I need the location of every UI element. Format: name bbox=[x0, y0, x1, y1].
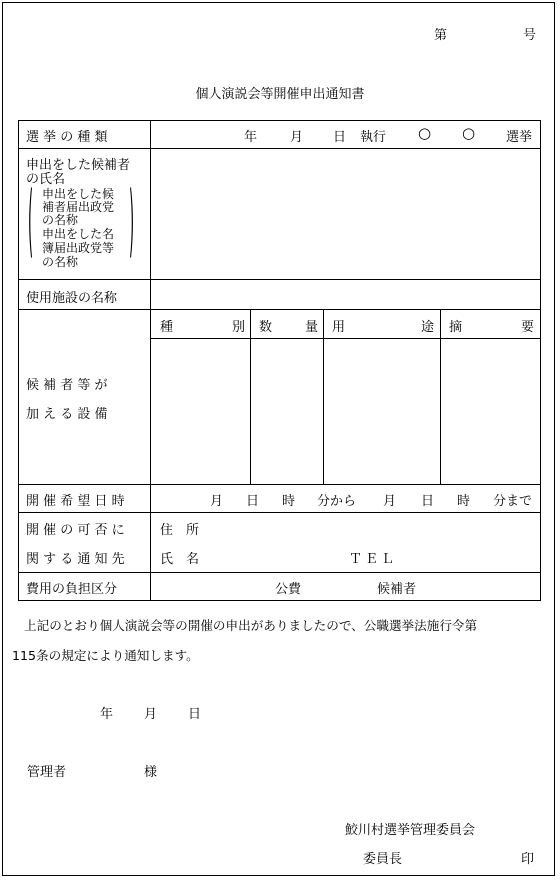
address-label: 住 所 bbox=[160, 523, 200, 538]
row5-hi-2: 日 bbox=[421, 494, 435, 509]
desired-date-label: 開 催 希 望 日 時 bbox=[26, 494, 125, 509]
party-label-3: の名称 bbox=[42, 213, 79, 227]
name-label: 氏 名 bbox=[160, 552, 200, 567]
body-text-line-1: 上記のとおり個人演説会等の開催の申出がありましたので、公職選挙法施行令第 bbox=[24, 618, 478, 633]
candidate-expense-label: 候補者 bbox=[377, 582, 417, 597]
col-yoto-1: 用 bbox=[332, 320, 346, 335]
col-shubetsu-2: 別 bbox=[232, 320, 246, 335]
col-suryo-2: 量 bbox=[305, 320, 319, 335]
row5-tsuki-2: 月 bbox=[383, 494, 397, 509]
left-parenthesis: ( bbox=[28, 181, 34, 271]
row1-senkyo: 選挙 bbox=[506, 130, 533, 145]
row1-tsuki: 月 bbox=[290, 130, 304, 145]
date-tsuki: 月 bbox=[144, 707, 158, 722]
equipment-label-1: 候 補 者 等 が bbox=[26, 378, 108, 393]
body-text-line-2: 115条の規定により通知します。 bbox=[12, 648, 199, 663]
committee-name: 鮫川村選挙管理委員会 bbox=[345, 823, 476, 838]
public-expense-label: 公費 bbox=[275, 582, 302, 597]
col-suryo-1: 数 bbox=[259, 320, 273, 335]
number-go: 号 bbox=[523, 28, 537, 43]
document-title: 個人演説会等開催申出通知書 bbox=[195, 87, 365, 102]
election-type-label: 選 挙 の 種 類 bbox=[26, 130, 108, 145]
col-tekiyo-2: 要 bbox=[521, 320, 535, 335]
row5-ji-2: 時 bbox=[457, 494, 471, 509]
row5-fun-1: 分から bbox=[317, 494, 357, 509]
row1-circle-2: ○ bbox=[462, 124, 476, 142]
facility-name-label: 使用施設の名称 bbox=[26, 291, 118, 306]
row1-shikko: 執行 bbox=[360, 130, 387, 145]
seal-mark: 印 bbox=[521, 852, 535, 867]
row5-ji-1: 時 bbox=[282, 494, 296, 509]
col-shubetsu-1: 種 bbox=[160, 320, 174, 335]
party-label-5: 簿届出政党等 bbox=[42, 241, 115, 255]
tel-label: ＴＥＬ bbox=[349, 552, 398, 567]
party-label-6: の名称 bbox=[42, 255, 79, 269]
party-label-4: 申出をした名 bbox=[42, 227, 115, 241]
col-tekiyo-1: 摘 bbox=[449, 320, 463, 335]
row1-hi: 日 bbox=[333, 130, 347, 145]
row5-fun-2: 分まで bbox=[493, 494, 533, 509]
manager-label: 管理者 bbox=[27, 765, 67, 780]
party-label-1: 申出をした候 bbox=[42, 187, 115, 201]
candidate-name-label-2: の氏名 bbox=[26, 172, 66, 187]
notice-dest-label-2: 関 す る 通 知 先 bbox=[26, 552, 125, 567]
candidate-name-label: 申出をした候補者 bbox=[26, 158, 131, 173]
chairman-label: 委員長 bbox=[363, 852, 403, 867]
row5-hi-1: 日 bbox=[246, 494, 260, 509]
notice-dest-label-1: 開 催 の 可 否 に bbox=[26, 523, 125, 538]
col-yoto-2: 途 bbox=[421, 320, 435, 335]
party-label-2: 補者届出政党 bbox=[42, 200, 115, 214]
row1-circle-1: ○ bbox=[418, 124, 432, 142]
number-dai: 第 bbox=[434, 28, 448, 43]
date-nen: 年 bbox=[100, 707, 114, 722]
equipment-label-2: 加 え る 設 備 bbox=[26, 407, 108, 422]
right-parenthesis: ) bbox=[129, 181, 135, 271]
date-hi: 日 bbox=[188, 707, 202, 722]
row1-nen: 年 bbox=[244, 130, 258, 145]
manager-sama: 様 bbox=[144, 765, 158, 780]
cost-burden-label: 費用の負担区分 bbox=[26, 582, 118, 597]
row5-tsuki-1: 月 bbox=[210, 494, 224, 509]
